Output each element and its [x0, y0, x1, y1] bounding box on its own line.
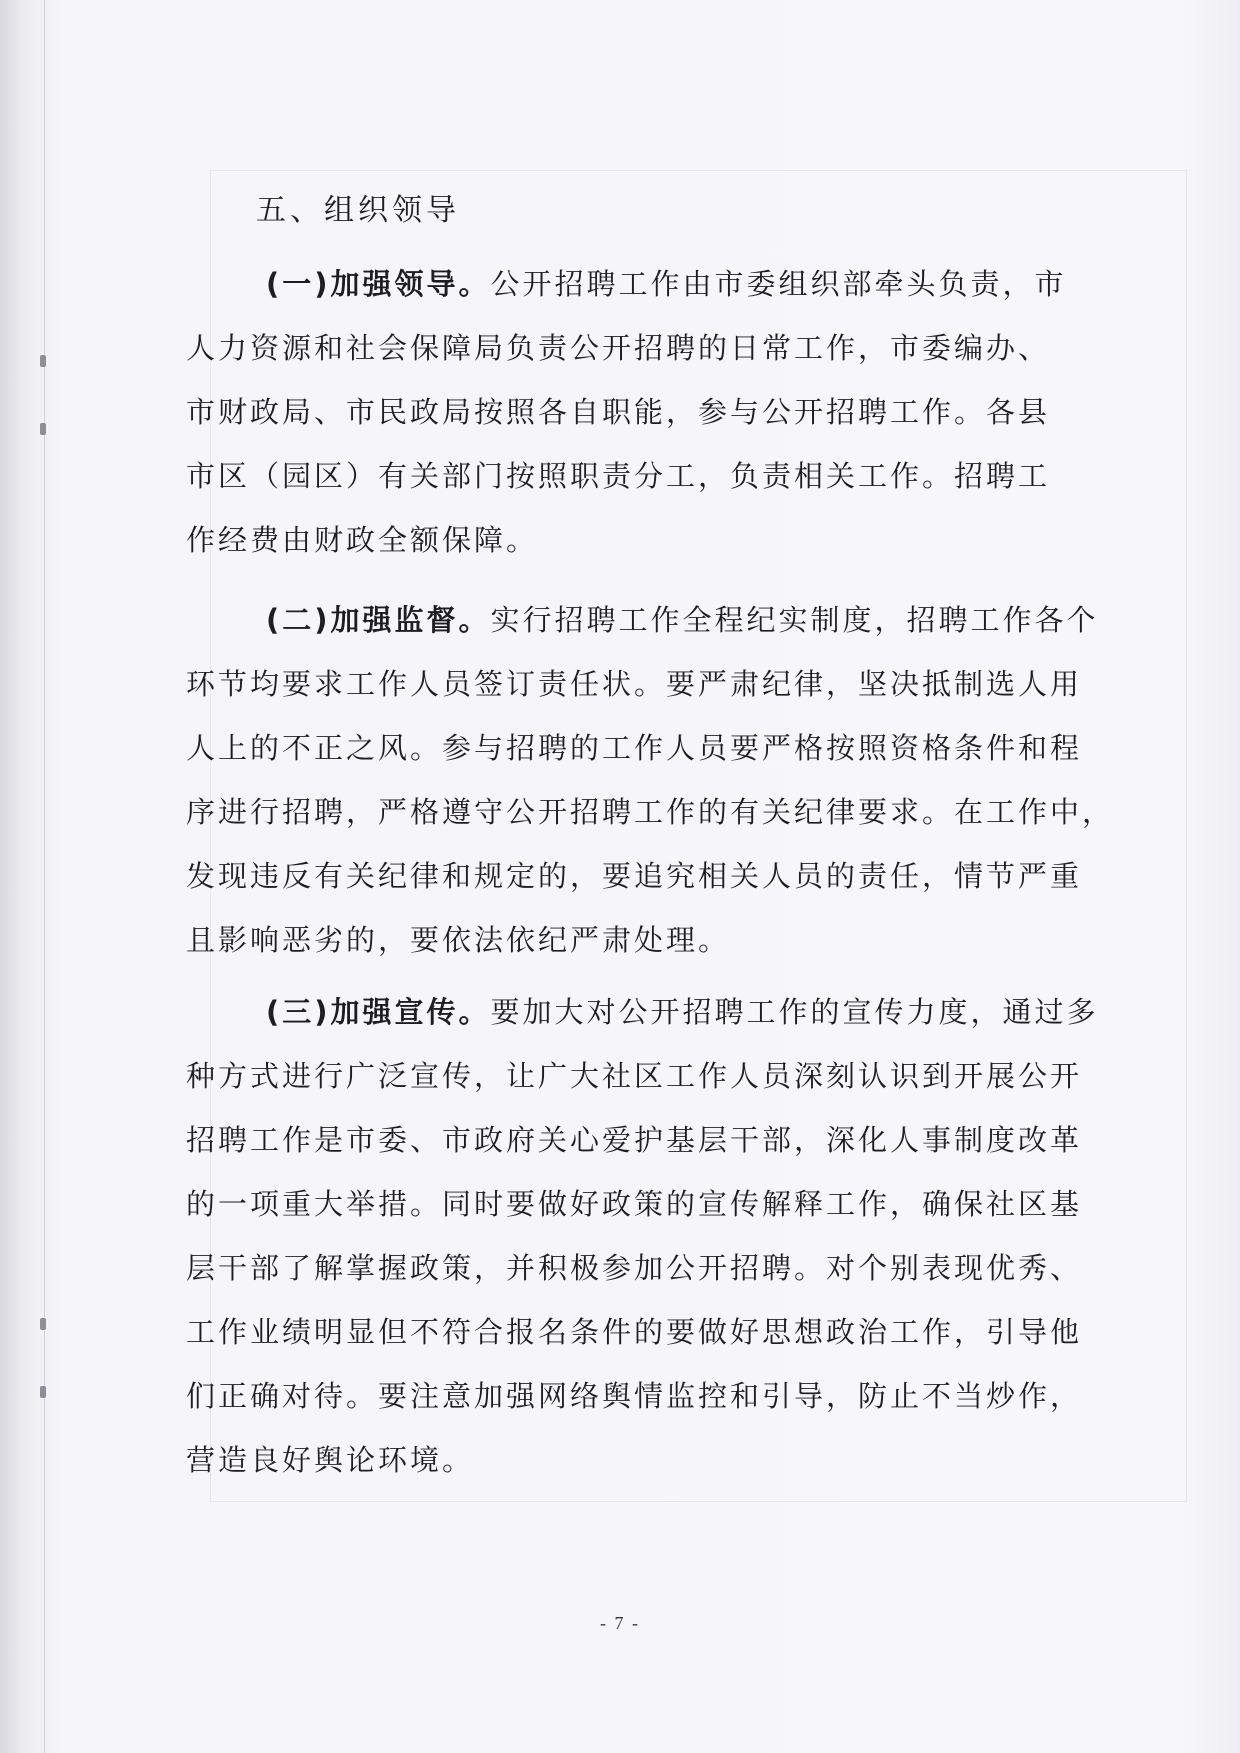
paragraph-line: 市区（园区）有关部门按照职责分工，负责相关工作。招聘工 [186, 459, 1051, 493]
paragraph-line: 市财政局、市民政局按照各自职能，参与公开招聘工作。各县 [186, 395, 1051, 429]
section-heading: 五、组织领导 [256, 193, 460, 228]
paragraph-line: 的一项重大举措。同时要做好政策的宣传解释工作，确保社区基 [186, 1187, 1083, 1221]
paragraph-line: 营造良好舆论环境。 [186, 1443, 475, 1477]
paragraph-line: 种方式进行广泛宣传，让广大社区工作人员深刻认识到开展公开 [186, 1059, 1083, 1093]
paragraph-line: 发现违反有关纪律和规定的，要追究相关人员的责任，情节严重 [186, 859, 1083, 893]
paragraph-line: 序进行招聘，严格遵守公开招聘工作的有关纪律要求。在工作中， [186, 795, 1115, 829]
line-text: 实行招聘工作全程纪实制度，招聘工作各个 [490, 603, 1099, 637]
show-through-table [210, 170, 1187, 1502]
subsection-title: (二)加强监督。 [266, 603, 491, 637]
line-text: 要加大对公开招聘工作的宣传力度，通过多 [490, 995, 1099, 1029]
subsection-title: (一)加强领导。 [266, 267, 491, 301]
paragraph-line: 人力资源和社会保障局负责公开招聘的日常工作，市委编办、 [186, 331, 1051, 365]
staple-mark [40, 1318, 46, 1330]
paragraph-line [266, 264, 1067, 304]
subsection-title: (三)加强宣传。 [266, 995, 491, 1029]
staple-mark [40, 423, 46, 435]
paragraph-line: 工作业绩明显但不符合报名条件的要做好思想政治工作，引导他 [186, 1315, 1083, 1349]
paragraph-line: 们正确对待。要注意加强网络舆情监控和引导，防止不当炒作， [186, 1379, 1083, 1413]
paragraph-line [266, 992, 1099, 1032]
page-number: - 7 - [600, 1613, 640, 1633]
staple-mark [40, 1386, 46, 1398]
paragraph-line: 环节均要求工作人员签订责任状。要严肃纪律，坚决抵制选人用 [186, 667, 1083, 701]
paragraph-line: 人上的不正之风。参与招聘的工作人员要严格按照资格条件和程 [186, 731, 1083, 765]
binding-edge [44, 0, 45, 1753]
line-text: 公开招聘工作由市委组织部牵头负责，市 [490, 267, 1067, 301]
paragraph-line: 招聘工作是市委、市政府关心爱护基层干部，深化人事制度改革 [186, 1123, 1083, 1157]
staple-mark [40, 355, 46, 367]
paragraph-line: 作经费由财政全额保障。 [186, 523, 539, 557]
paragraph-line: 层干部了解掌握政策，并积极参加公开招聘。对个别表现优秀、 [186, 1251, 1083, 1285]
paragraph-line: 且影响恶劣的，要依法依纪严肃处理。 [186, 923, 731, 957]
paragraph-line [266, 600, 1099, 640]
